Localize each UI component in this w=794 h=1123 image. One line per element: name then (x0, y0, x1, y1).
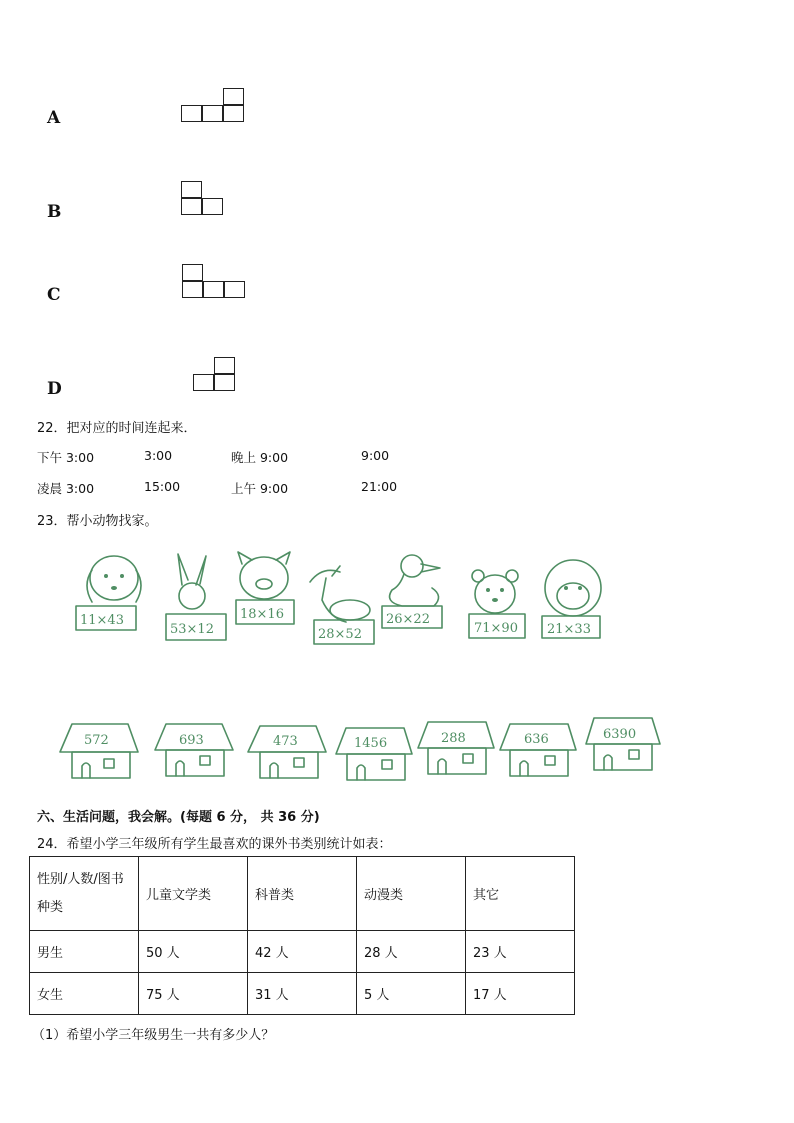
time-item[interactable]: 15:00 (144, 479, 181, 494)
house[interactable] (418, 722, 494, 774)
q23-prompt: 23．帮小动物找家。 (37, 514, 158, 529)
time-item[interactable]: 下午 3:00 (37, 450, 95, 465)
table-header-cell: 性别/人数/图书 种类 (30, 857, 139, 931)
option-a-label: A (47, 108, 61, 128)
table-cell: 28 人 (357, 931, 466, 973)
q22-prompt: 22．把对应的时间连起来． (37, 421, 197, 436)
house[interactable] (155, 724, 233, 776)
table-row (30, 973, 575, 1015)
table-row-label: 男生 (30, 931, 139, 973)
table-cell: 5 人 (357, 973, 466, 1015)
q24-sub1: （1）希望小学三年级男生一共有多少人？ (32, 1028, 275, 1043)
table-header-cell: 动漫类 (357, 857, 466, 931)
house-number: 636 (524, 732, 549, 747)
time-item[interactable]: 晚上 9:00 (231, 450, 289, 465)
duck-icon[interactable] (382, 555, 442, 628)
house[interactable] (60, 724, 138, 778)
animal-expr: 26×22 (386, 612, 430, 627)
animal-expr: 18×16 (240, 607, 284, 622)
option-b-label: B (47, 202, 62, 222)
option-c-label: C (47, 285, 61, 305)
table-cell: 50 人 (139, 931, 248, 973)
table-cell: 17 人 (466, 973, 575, 1015)
house-number: 6390 (603, 727, 637, 742)
table-header-cell: 科普类 (248, 857, 357, 931)
table-cell: 42 人 (248, 931, 357, 973)
house-number: 288 (441, 731, 466, 746)
animal-houses-illustration (0, 540, 794, 790)
option-d-label: D (47, 379, 62, 399)
table-header-cell: 儿童文学类 (139, 857, 248, 931)
table-header-cell: 其它 (466, 857, 575, 931)
time-item[interactable]: 3:00 (144, 448, 173, 463)
animal-expr: 71×90 (474, 621, 518, 636)
q24-prompt: 24．希望小学三年级所有学生最喜欢的课外书类别统计如表： (37, 837, 392, 852)
house[interactable] (248, 726, 326, 778)
table-cell: 31 人 (248, 973, 357, 1015)
house-number: 693 (179, 733, 204, 748)
time-item[interactable]: 9:00 (361, 448, 390, 463)
table-cell: 23 人 (466, 931, 575, 973)
house-number: 473 (273, 734, 298, 749)
section-heading: 六、生活问题，我会解。(每题 6 分， 共 36 分) (37, 810, 320, 825)
pig-icon[interactable] (236, 552, 294, 624)
goat-icon[interactable] (310, 566, 374, 644)
table-row (30, 931, 575, 973)
animal-expr: 53×12 (170, 622, 214, 637)
bear-icon[interactable] (469, 570, 525, 638)
dog-icon[interactable] (76, 556, 141, 630)
rabbit-icon[interactable] (166, 554, 226, 640)
time-item[interactable]: 凌晨 3:00 (37, 481, 95, 496)
table-row-label: 女生 (30, 973, 139, 1015)
house-number: 572 (84, 733, 109, 748)
animal-expr: 21×33 (547, 622, 591, 637)
animal-expr: 28×52 (318, 627, 362, 642)
animal-expr: 11×43 (80, 613, 124, 628)
monkey-icon[interactable] (542, 560, 601, 638)
time-item[interactable]: 21:00 (361, 479, 398, 494)
house[interactable] (586, 718, 660, 770)
time-item[interactable]: 上午 9:00 (231, 481, 289, 496)
house[interactable] (500, 724, 576, 776)
house-number: 1456 (354, 736, 388, 751)
house[interactable] (336, 728, 412, 780)
table-cell: 75 人 (139, 973, 248, 1015)
book-stats-table (29, 856, 575, 1015)
